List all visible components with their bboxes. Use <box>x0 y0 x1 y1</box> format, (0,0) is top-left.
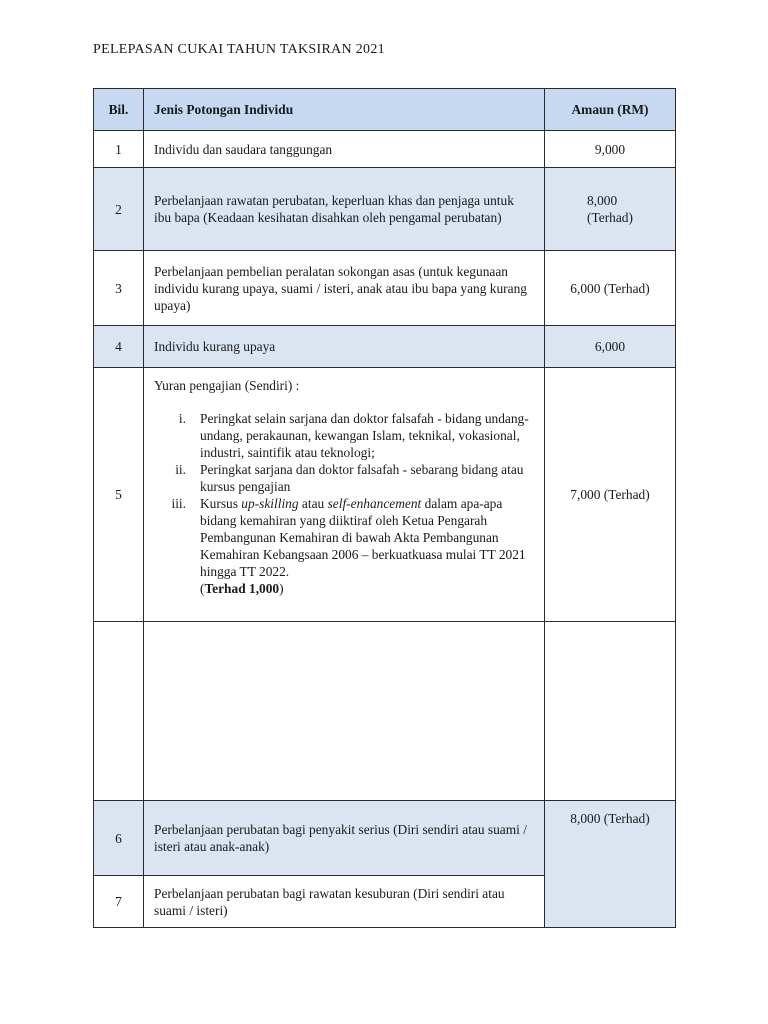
list-item-text: Peringkat sarjana dan doktor falsafah - sebarang bidang atau kursus pengajian <box>200 462 524 494</box>
header-amaun-label: Amaun (RM) <box>571 102 649 117</box>
row-4-amount-text: 6,000 <box>594 339 626 354</box>
row-2-desc <box>143 167 545 251</box>
row-2-amount <box>544 167 676 251</box>
row-3-bil-text: 3 <box>115 280 122 296</box>
row-5-bil <box>93 367 144 622</box>
row-1-desc <box>143 130 545 168</box>
list-item-number: i. <box>178 411 186 426</box>
list-item-number: iii. <box>171 496 186 511</box>
header-bil-label: Bil. <box>108 102 129 117</box>
row-5-amount-text: 7,000 (Terhad) <box>570 487 650 502</box>
header-bil <box>93 88 144 131</box>
row-5-bil-text: 5 <box>115 487 122 502</box>
limit-close: ) <box>279 581 284 596</box>
row-2-bil <box>93 167 144 251</box>
empty-row-desc <box>143 621 545 801</box>
list-item-text-pre: Kursus <box>200 496 242 511</box>
list-item <box>154 461 534 495</box>
row-1-bil-text: 1 <box>115 141 122 157</box>
row-4-amount <box>544 325 676 368</box>
list-item-text: Peringkat selain sarjana dan doktor falsafah - bidang undang-undang, perakaunan, kewangan Islam, teknikal, vokasional, industri, saintifik atau teknologi; <box>200 411 529 460</box>
row-1-bil <box>93 130 144 168</box>
list-item <box>154 410 534 461</box>
list-item-text-post: dalam apa-apa bidang kemahiran yang diiktiraf oleh Ketua Pengarah Pembangunan Kemahiran di bawah Akta Pembangunan Kemahiran Kebangsaan 2006 – berkuatkuasa mulai TT 2021 hingga TT 2022. <box>200 496 526 579</box>
row-3-bil <box>93 250 144 326</box>
row-3-amount <box>544 250 676 326</box>
list-item <box>154 495 534 597</box>
row-1-desc-text: Individu dan saudara tanggungan <box>154 141 333 157</box>
row-7-desc-text: Perbelanjaan perubatan bagi rawatan kesuburan (Diri sendiri atau suami / isteri) <box>154 885 505 918</box>
rows-6-7-amount <box>544 800 676 928</box>
list-item-text-mid: atau <box>298 496 328 511</box>
row-5-amount <box>544 367 676 622</box>
empty-row-amount <box>544 621 676 801</box>
row-2-desc-text: Perbelanjaan rawatan perubatan, keperluan khas dan penjaga untuk ibu bapa (Keadaan kesihatan disahkan oleh pengamal perubatan) <box>154 193 514 225</box>
rows-6-7-amount-text: 8,000 (Terhad) <box>570 811 650 826</box>
row-4-bil <box>93 325 144 368</box>
row-6-desc-text: Perbelanjaan perubatan bagi penyakit serius (Diri sendiri atau suami / isteri atau anak-anak) <box>154 822 527 854</box>
row-6-bil-text: 6 <box>115 830 122 846</box>
limit-open: ( <box>200 581 205 596</box>
row-5-desc <box>143 367 545 622</box>
row-3-desc <box>143 250 545 326</box>
list-item-text-em-selfenhancement: self-enhancement <box>327 496 422 511</box>
row-7-bil-text: 7 <box>115 894 122 909</box>
row-3-desc-text: Perbelanjaan pembelian peralatan sokongan asas (untuk kegunaan individu kurang upaya, suami / isteri, anak atau ibu bapa yang kurang upaya) <box>154 263 527 313</box>
row-1-amount <box>544 130 676 168</box>
row-2-amount-value: 8,000 <box>587 193 618 208</box>
row-6-desc <box>143 800 545 876</box>
row-4-bil-text: 4 <box>115 339 122 354</box>
row-7-desc <box>143 875 545 928</box>
list-item-number: ii. <box>175 462 186 477</box>
row-4-desc <box>143 325 545 368</box>
empty-row-bil <box>93 621 144 801</box>
header-jenis-label: Jenis Potongan Individu <box>154 102 294 117</box>
row-4-desc-text: Individu kurang upaya <box>154 339 276 354</box>
row-2-bil-text: 2 <box>115 201 122 217</box>
limit-bold: Terhad 1,000 <box>204 581 280 596</box>
row-2-amount-note: (Terhad) <box>587 210 633 225</box>
row-3-amount-text: 6,000 (Terhad) <box>570 280 650 296</box>
row-5-intro: Yuran pengajian (Sendiri) : <box>154 378 300 393</box>
row-5-list <box>154 410 534 597</box>
header-amaun <box>544 88 676 131</box>
row-1-amount-text: 9,000 <box>594 141 626 157</box>
row-7-bil <box>93 875 144 928</box>
page-title: PELEPASAN CUKAI TAHUN TAKSIRAN 2021 <box>93 42 385 57</box>
header-jenis <box>143 88 545 131</box>
list-item-text-em-upskilling: up-skilling <box>241 496 299 511</box>
row-6-bil <box>93 800 144 876</box>
